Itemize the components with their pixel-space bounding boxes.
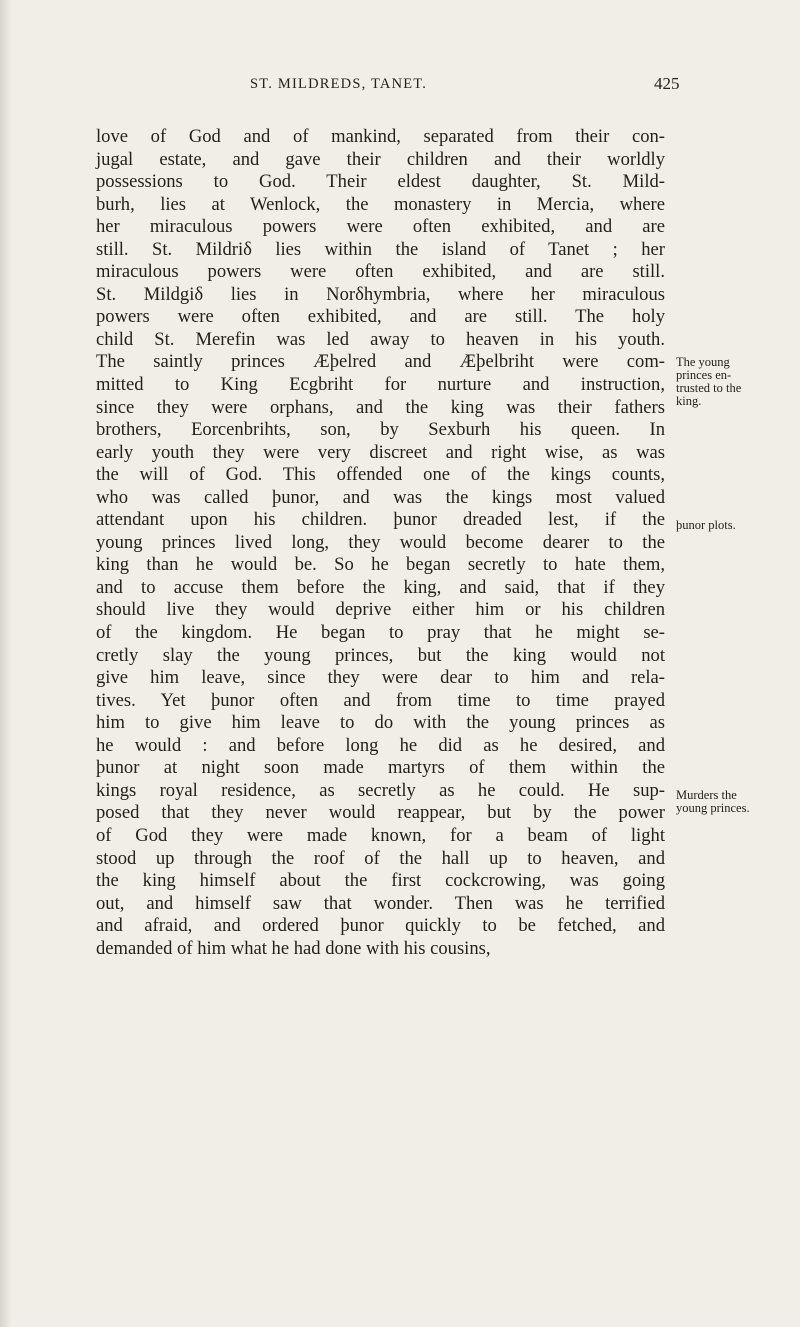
margin-note-line: trusted to the [676,381,742,395]
body-line: possessions to God. Their eldest daughter, St. Mild- [96,171,665,193]
body-line: kings royal residence, as secretly as he could. He sup- [96,779,665,801]
body-line: and to accuse them before the king, and said, that if they [96,576,665,598]
body-line: still. St. Mildriδ lies within the island of Tanet ; her [96,238,665,260]
body-line: young princes lived long, they would become dearer to the [96,531,665,553]
body-line: tives. Yet þunor often and from time to time prayed [96,689,665,711]
body-line: mitted to King Ecgbriht for nurture and instruction, [96,374,665,396]
body-line: þunor at night soon made martyrs of them within the [96,757,665,779]
body-line: The saintly princes Æþelred and Æþelbriht were com- [96,351,665,373]
margin-note-young-princes [676,356,800,408]
body-line: of the kingdom. He began to pray that he might se- [96,622,665,644]
body-line: powers were often exhibited, and are still. The holy [96,306,665,328]
body-line: her miraculous powers were often exhibited, and are [96,216,665,238]
margin-note-line: princes en- [676,368,732,382]
page-number: 425 [654,74,680,93]
margin-note-line: The young [676,355,730,369]
body-line: demanded of him what he had done with his cousins, [96,937,491,959]
margin-note-murders [676,789,800,815]
body-line: posed that they never would reappear, but by the power [96,802,665,824]
margin-note-thunor-plots [676,519,800,532]
running-head [0,76,800,100]
body-line: attendant upon his children. þunor dreaded lest, if the [96,509,665,531]
body-line: child St. Merefin was led away to heaven in his youth. [96,328,665,350]
body-line: him to give him leave to do with the young princes as [96,712,665,734]
body-line: of God they were made known, for a beam of light [96,824,665,846]
body-line: king than he would be. So he began secretly to hate them, [96,554,665,576]
margin-note-line: Murders the [676,788,737,802]
running-title: ST. MILDREDS, TANET. [250,76,428,92]
body-line: love of God and of mankind, separated from their con- [96,126,665,147]
page-edge-shadow [0,0,12,1327]
margin-note-line: young princes. [676,801,750,815]
body-line: burh, lies at Wenlock, the monastery in Mercia, where [96,193,665,215]
body-line: jugal estate, and gave their children and their worldly [96,148,665,170]
body-line: since they were orphans, and the king was their fathers [96,396,665,418]
body-line: stood up through the roof of the hall up to heaven, and [96,847,665,869]
margin-note-line: king. [676,394,702,408]
body-line: the king himself about the first cockcrowing, was going [96,870,665,892]
body-line: and afraid, and ordered þunor quickly to be fetched, and [96,915,665,937]
margin-note-line: þunor plots. [676,518,736,532]
body-line: brothers, Eorcenbrihts, son, by Sexburh his queen. In [96,419,665,441]
body-text [96,126,665,960]
body-line: miraculous powers were often exhibited, and are still. [96,261,665,283]
body-line: cretly slay the young princes, but the king would not [96,644,665,666]
body-line: the will of God. This offended one of the kings counts, [96,464,665,486]
body-line: St. Mildgiδ lies in Norδhymbria, where her miraculous [96,283,665,305]
body-line: who was called þunor, and was the kings most valued [96,486,665,508]
body-line: he would : and before long he did as he desired, and [96,734,665,756]
body-line: should live they would deprive either him or his children [96,599,665,621]
body-line: give him leave, since they were dear to him and rela- [96,667,665,689]
body-line: early youth they were very discreet and right wise, as was [96,441,665,463]
body-line: out, and himself saw that wonder. Then was he terrified [96,892,665,914]
